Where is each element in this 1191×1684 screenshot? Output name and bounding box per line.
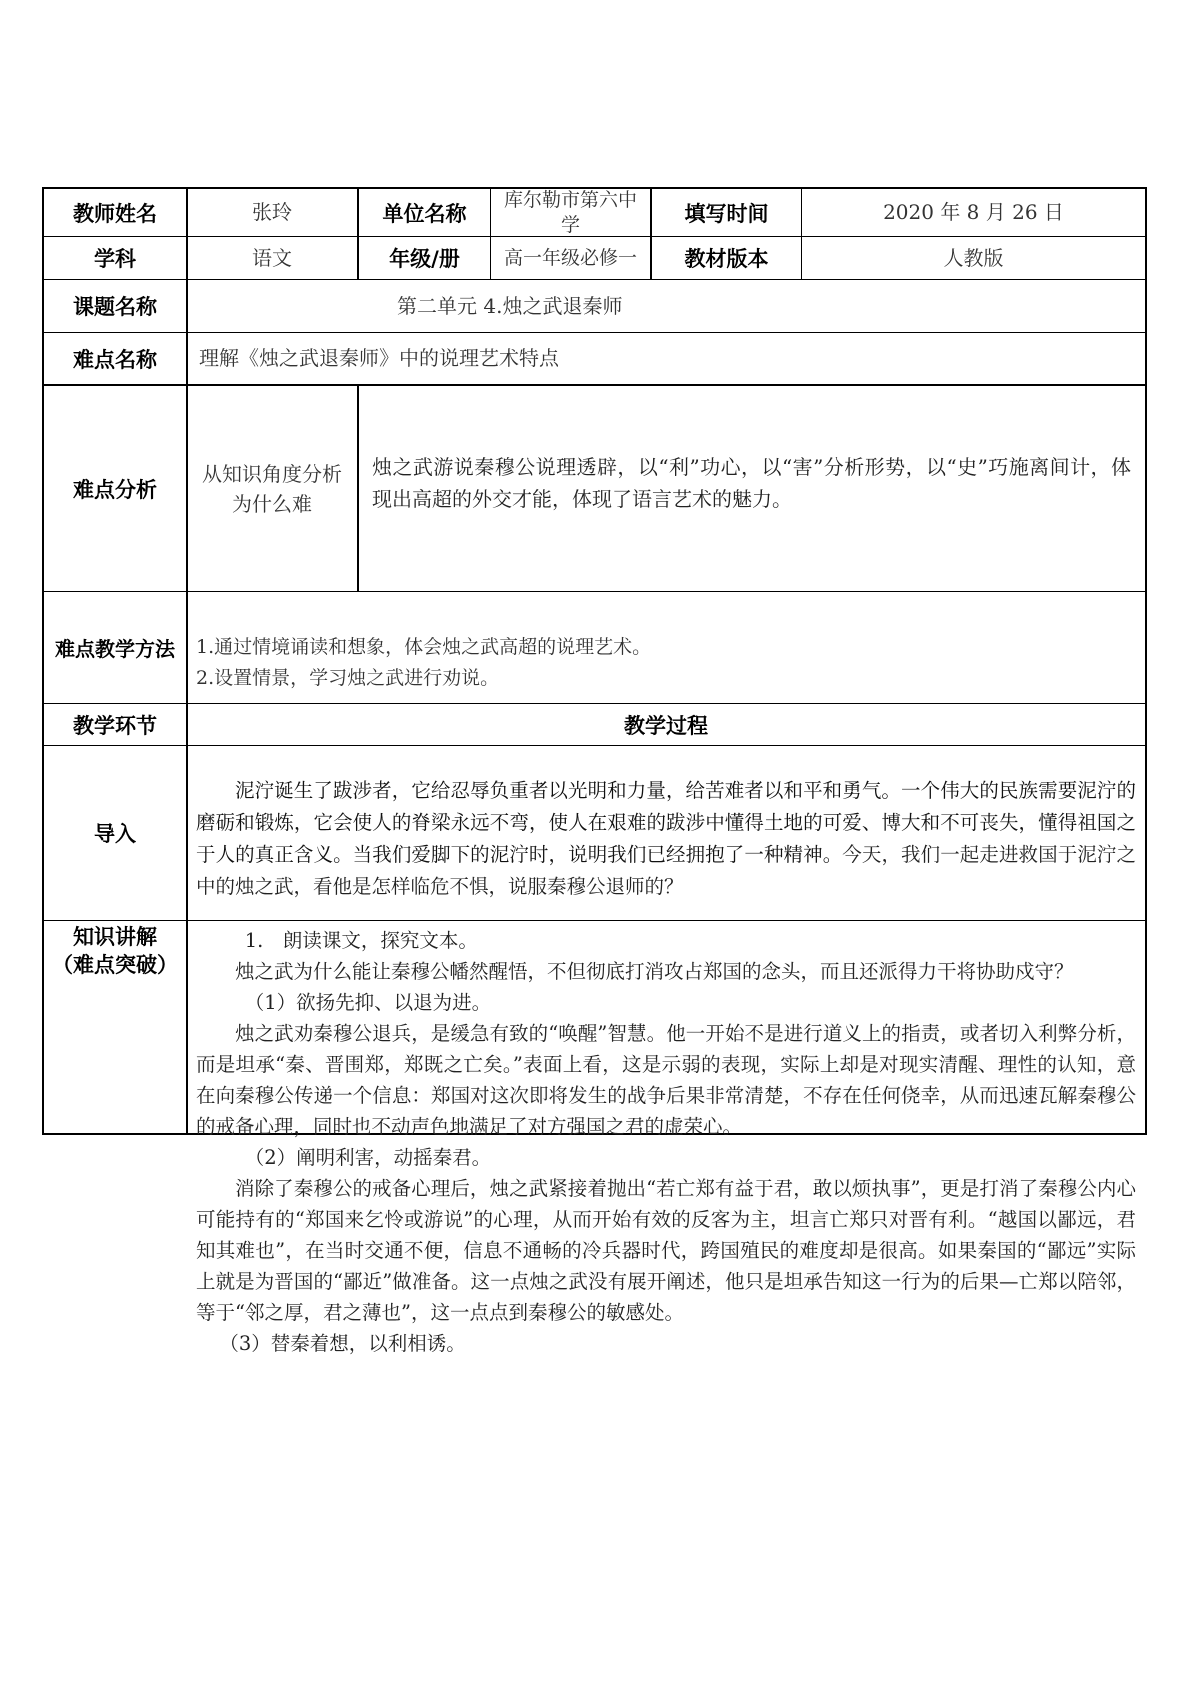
subject-value: 语文: [252, 245, 292, 270]
topic-label: 课题名称: [73, 295, 157, 319]
method-item-1: 1.通过情境诵读和想象，体会烛之武高超的说理艺术。: [196, 636, 652, 658]
subject-label: 学科: [94, 247, 136, 271]
analysis-text: 烛之武游说秦穆公说理透辟，以“利”功心，以“害”分析形势，以“史”巧施离间计，体现出高超的外交才能，体现了语言艺术的魅力。: [372, 454, 1131, 511]
analysis-sub-label: 从知识角度分析为什么难: [202, 461, 342, 516]
knowledge-label-line1: 知识讲解: [73, 925, 157, 949]
edition-label: 教材版本: [684, 247, 769, 271]
unit-name-value: 库尔勒市第六中学: [503, 188, 637, 236]
row-divider: [44, 920, 1145, 921]
knowledge-p7: （3）替秦着想，以利相诱。: [219, 1332, 466, 1355]
knowledge-label-line2: （难点突破）: [52, 953, 178, 977]
knowledge-p5: （2）阐明利害，动摇秦君。: [244, 1146, 492, 1169]
intro-text-part1: 泥泞诞生了跋涉者，它给忍辱负重者以光明和力量，给苦难者以和平和勇气。一个伟大的民族需要泥泞的磨砺和锻炼，它会使人的脊梁永远不弯，使人在艰难的跋涉中懂得土地的可爱、博大和不可丧失，懂得祖国之于人的真正含义。当我们爱脚下的泥泞时，说明我们已经拥抱了一种精神。: [196, 779, 1136, 866]
knowledge-p3: （1）欲扬先抑、以退为进。: [244, 991, 492, 1014]
unit-name-label: 单位名称: [382, 201, 467, 226]
column-divider: [357, 384, 359, 591]
method-label: 难点教学方法: [55, 637, 175, 661]
analysis-text-cell: [360, 386, 1145, 591]
intro-text: [196, 775, 1136, 903]
fill-date-label: 填写时间: [684, 201, 769, 226]
stage-header: 教学环节: [73, 713, 157, 738]
knowledge-content: [196, 925, 1136, 1359]
method-list: [196, 632, 1136, 694]
knowledge-p6: 消除了秦穆公的戒备心理后，烛之武紧接着抛出“若亡郑有益于君，敢以烦执事”，更是打消了秦穆公内心可能持有的“郑国来乞怜或游说”的心理，从而开始有效的反客为主，坦言亡郑只对晋有利。“越国以鄙远，君知其难也”，在当时交通不便，信息不通畅的冷兵器时代，跨国殖民的难度却是很高。如果秦国的“鄙远”实际上就是为晋国的“鄙近”做准备。这一点烛之武没有展开阐述，他只是坦承告知这一行为的后果—亡郑以陪邻，等于“邻之厚，君之薄也”，这一点点到秦穆公的敏感处。: [196, 1177, 1136, 1324]
intro-text-part2: 今天，我们一起走进救国于泥泞之中的烛之武，看他是怎样临危不惧，说服秦穆公退师的？: [196, 843, 1136, 898]
intro-label: 导入: [94, 822, 136, 846]
method-item-2: 2.设置情景，学习烛之武进行劝说。: [196, 667, 500, 689]
difficulty-value: 理解《烛之武退秦师》中的说理艺术特点: [199, 346, 559, 370]
row-divider: [44, 745, 1145, 746]
lesson-plan-table: [42, 187, 1147, 1355]
knowledge-p2: 烛之武为什么能让秦穆公幡然醒悟，不但彻底打消攻占郑国的念头，而且还派得力干将协助戍守？: [235, 960, 1074, 983]
process-header: 教学过程: [624, 713, 708, 738]
edition-value: 人教版: [943, 245, 1004, 270]
knowledge-p4: 烛之武劝秦穆公退兵，是缓急有致的“唤醒”智慧。他一开始不是进行道义上的指责，或者切入利弊分析，而是坦承“秦、晋围郑，郑既之亡矣。”表面上看，这是示弱的表现，实际上却是对现实清醒、理性的认知，意在向秦穆公传递一个信息：郑国对这次即将发生的战争后果非常清楚，不存在任何侥幸，从而迅速瓦解秦穆公的戒备心理，同时也不动声色地满足了对方强国之君的虚荣心。: [196, 1022, 1136, 1138]
difficulty-label: 难点名称: [73, 347, 157, 372]
row-divider: [44, 591, 1145, 592]
knowledge-label: [44, 923, 186, 979]
teacher-name-value: 张玲: [252, 200, 292, 224]
analysis-label: 难点分析: [73, 477, 157, 502]
grade-value: 高一年级必修一: [503, 246, 637, 269]
knowledge-p1: 1. 朗读课文，探究文本。: [244, 929, 478, 952]
grade-label: 年级/册: [389, 247, 460, 271]
intro-paragraph: [196, 775, 1136, 903]
topic-value: 第二单元 4.烛之武退秦师: [397, 293, 623, 318]
teacher-name-label: 教师姓名: [73, 201, 157, 226]
fill-date-value: 2020 年 8 月 26 日: [883, 200, 1064, 224]
